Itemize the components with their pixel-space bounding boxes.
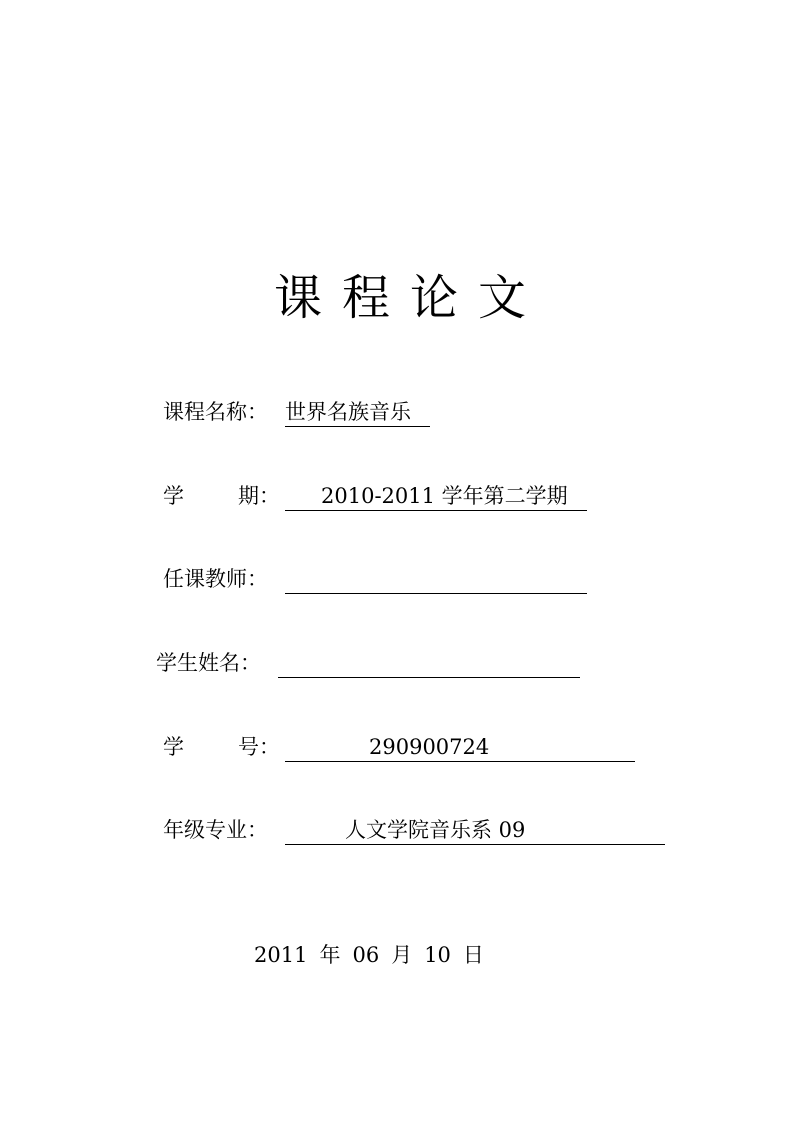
student-id-value: 290900724 [369,735,490,759]
grade-major-value-line [285,815,665,845]
term-label-colon: ： [259,484,280,508]
student-id-label-char-2: 号 [238,735,259,759]
instructor-label: 任课教师： [163,567,268,591]
grade-major-value: 人文学院音乐系 09 [345,818,526,842]
student-id-label-char-1: 学 [163,735,184,759]
date-month-unit: 月 [391,943,413,967]
student-id-label [163,732,285,762]
student-id-field [163,732,643,762]
instructor-field [163,564,603,594]
course-name-value: 世界名族音乐 [285,400,411,424]
date-day: 10 [424,943,451,967]
term-field [163,481,603,511]
date-month: 06 [352,943,380,967]
term-value: 2010-2011 学年第二学期 [321,484,568,508]
student-name-field [156,648,596,678]
student-name-value-line [278,648,580,678]
grade-major-field [163,815,683,845]
document-date [254,940,484,970]
student-id-value-line [285,732,635,762]
page-title: 课程论文 [273,270,546,326]
term-value-line [285,481,587,511]
course-name-field [163,397,463,427]
student-name-label: 学生姓名： [156,651,261,675]
grade-major-label: 年级专业： [163,818,268,842]
date-year: 2011 [254,943,308,967]
term-label-char-2: 期 [238,484,259,508]
term-label-char-1: 学 [163,484,184,508]
date-year-unit: 年 [319,943,341,967]
student-id-label-colon: ： [259,735,280,759]
course-name-label: 课程名称： [163,400,268,424]
course-name-value-line [285,397,430,427]
term-label [163,481,285,511]
instructor-value-line [285,564,587,594]
date-day-unit: 日 [462,943,484,967]
